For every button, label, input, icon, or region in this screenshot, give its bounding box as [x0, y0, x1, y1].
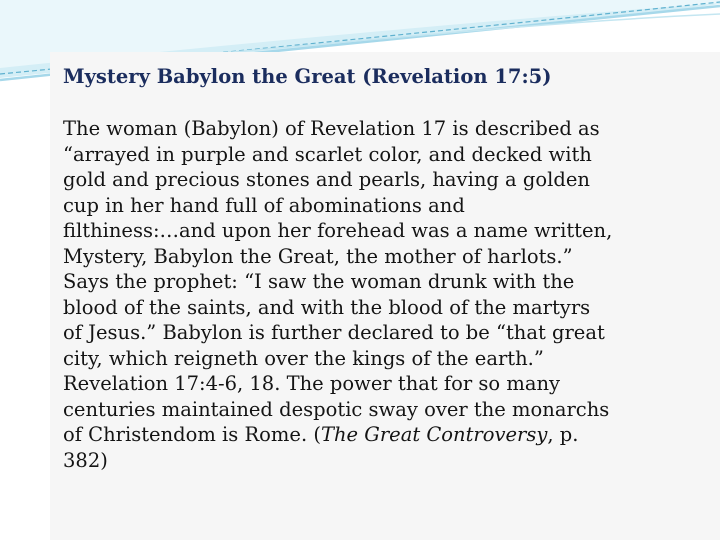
body-line: centuries maintained despotic sway over the monarchs	[63, 397, 610, 421]
citation-page: , p.	[547, 423, 579, 446]
body-line: city, which reigneth over the kings of the earth.”	[63, 346, 544, 370]
body-line: Mystery, Babylon the Great, the mother of harlots.”	[63, 244, 573, 268]
body-line: of Jesus.” Babylon is further declared to be “that great	[63, 321, 605, 344]
body-line: 382)	[63, 448, 108, 472]
body-line: Says the prophet: “I saw the woman drunk with the	[63, 270, 575, 293]
body-line: filthiness:…and upon her forehead was a name written,	[63, 219, 613, 242]
body-line	[63, 422, 703, 448]
body-line: “arrayed in purple and scarlet color, and decked with	[63, 142, 592, 166]
slide-title: Mystery Babylon the Great (Revelation 17:5)	[63, 65, 552, 88]
body-line: gold and precious stones and pearls, having a golden	[63, 168, 590, 191]
slide-body	[63, 116, 703, 473]
body-line: blood of the saints, and with the blood of the martyrs	[63, 295, 591, 319]
body-line: Revelation 17:4-6, 18. The power that for so many	[63, 372, 561, 395]
body-line: The woman (Babylon) of Revelation 17 is described as	[63, 117, 600, 140]
citation-lead: of Christendom is Rome. (	[63, 423, 321, 446]
book-title: The Great Controversy	[320, 423, 548, 446]
body-line: cup in her hand full of abominations and	[63, 193, 465, 217]
